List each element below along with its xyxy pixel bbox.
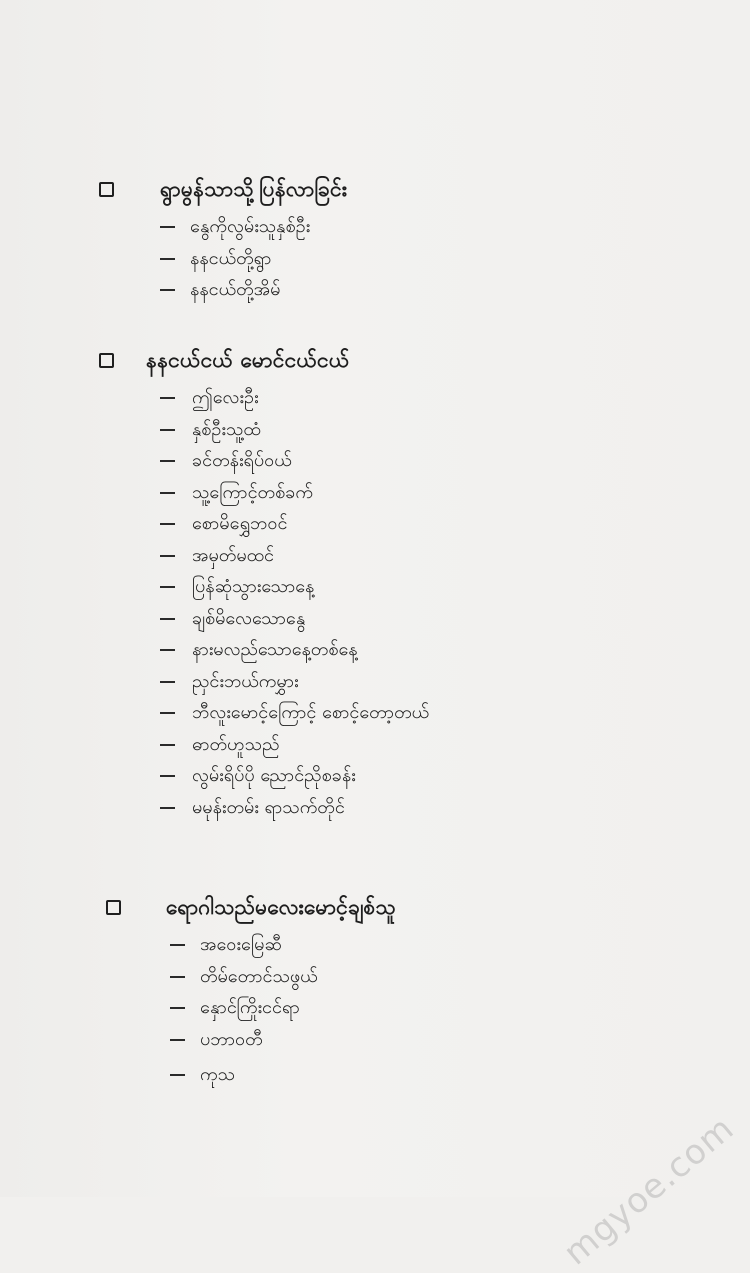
dash-icon (160, 712, 175, 714)
dash-icon (160, 618, 175, 620)
chapter-title: နနငယ်တို့ရွာ (190, 247, 272, 269)
dash-icon (160, 555, 175, 557)
chapter-title: ဘီလူးမောင့်ကြောင့် စောင့်တော့တယ် (192, 702, 430, 723)
chapter-title: အဝေးမြေဆီ (200, 934, 282, 955)
list-item (0, 244, 750, 276)
section-header (0, 172, 750, 212)
list-item (0, 604, 750, 636)
dash-icon (160, 586, 175, 588)
list-item (0, 635, 750, 667)
section-header (0, 343, 750, 383)
chapter-title: ပဘာဝတီ (200, 1028, 263, 1050)
dash-icon (160, 460, 175, 462)
list-item (0, 993, 750, 1025)
dash-icon (170, 944, 185, 946)
chapter-title: ဤလေးဦး (192, 387, 259, 408)
list-item (0, 275, 750, 307)
toc-section-3 (0, 890, 750, 1092)
chapter-title: ချစ်မိလေသောနွေ (192, 607, 306, 629)
section-header (0, 890, 750, 930)
list-item (0, 446, 750, 478)
dash-icon (160, 258, 175, 260)
chapter-list (0, 212, 750, 307)
list-item (0, 761, 750, 793)
dash-icon (170, 1074, 185, 1076)
chapter-title: ခင်တန်းရိပ်ဝယ် (192, 450, 292, 471)
list-item (0, 541, 750, 573)
list-item (0, 698, 750, 730)
checkbox-bullet-icon (99, 182, 114, 197)
dash-icon (160, 523, 175, 525)
chapter-title: ပြန်ဆုံသွားသောနေ့ (192, 576, 315, 597)
dash-icon (160, 289, 175, 291)
dash-icon (170, 1007, 185, 1009)
list-item (0, 212, 750, 244)
chapter-title: သူ့ကြောင့်တစ်ခက် (192, 481, 313, 503)
list-item (0, 930, 750, 962)
chapter-title: စောမိရွှေဘဝင် (192, 513, 288, 534)
chapter-title: နွေကိုလွမ်းသူနှစ်ဦး (190, 216, 311, 237)
dash-icon (170, 976, 185, 978)
section-title: ရောဂါသည်မလေးမောင့်ချစ်သူ (166, 895, 396, 919)
section-title: ရွာမွန်သာသို့ပြန်လာခြင်း (160, 177, 348, 201)
dash-icon (160, 492, 175, 494)
list-item (0, 572, 750, 604)
toc-section-1 (0, 172, 750, 307)
chapter-title: နှစ်ဦးသူ့ထံ (192, 418, 261, 440)
list-item (0, 667, 750, 699)
dash-icon (170, 1039, 185, 1041)
watermark: mgyoe.com (556, 1108, 742, 1273)
chapter-title: ကုသ (200, 1064, 236, 1085)
dash-icon (160, 744, 175, 746)
chapter-title: မမုန်းတမ်း ရာသက်တိုင် (192, 796, 345, 818)
chapter-title: နားမလည်သောနေ့တစ်နေ့ (192, 639, 358, 660)
list-item (0, 730, 750, 762)
list-item (0, 962, 750, 994)
dash-icon (160, 397, 175, 399)
checkbox-bullet-icon (99, 353, 114, 368)
chapter-title: နှောင်ကြိုးငင်ရာ (200, 997, 300, 1018)
chapter-title: အမှတ်မထင် (192, 544, 275, 566)
list-item (0, 383, 750, 415)
chapter-title: လွမ်းရိပ်ပို ညောင်ညိုစခန်း (192, 765, 356, 786)
toc-section-2 (0, 343, 750, 824)
dash-icon (160, 807, 175, 809)
list-item (0, 478, 750, 510)
chapter-list (0, 930, 750, 1092)
checkbox-bullet-icon (106, 900, 121, 915)
list-item (0, 1060, 750, 1092)
dash-icon (160, 429, 175, 431)
list-item (0, 415, 750, 447)
list-item (0, 1025, 750, 1057)
chapter-title: နနငယ်တို့အိမ် (190, 279, 281, 300)
list-item (0, 509, 750, 541)
chapter-title: ညှင်းဘယ်ကမွှား (192, 670, 299, 692)
chapter-title: တိမ်တောင်သဖွယ် (200, 965, 318, 987)
dash-icon (160, 775, 175, 777)
chapter-title: ဓာတ်ဟူသည် (192, 733, 280, 755)
dash-icon (160, 226, 175, 228)
dash-icon (160, 681, 175, 683)
list-item (0, 793, 750, 825)
section-title: နနငယ်ငယ် မောင်ငယ်ငယ် (146, 348, 350, 372)
chapter-list (0, 383, 750, 824)
dash-icon (160, 649, 175, 651)
